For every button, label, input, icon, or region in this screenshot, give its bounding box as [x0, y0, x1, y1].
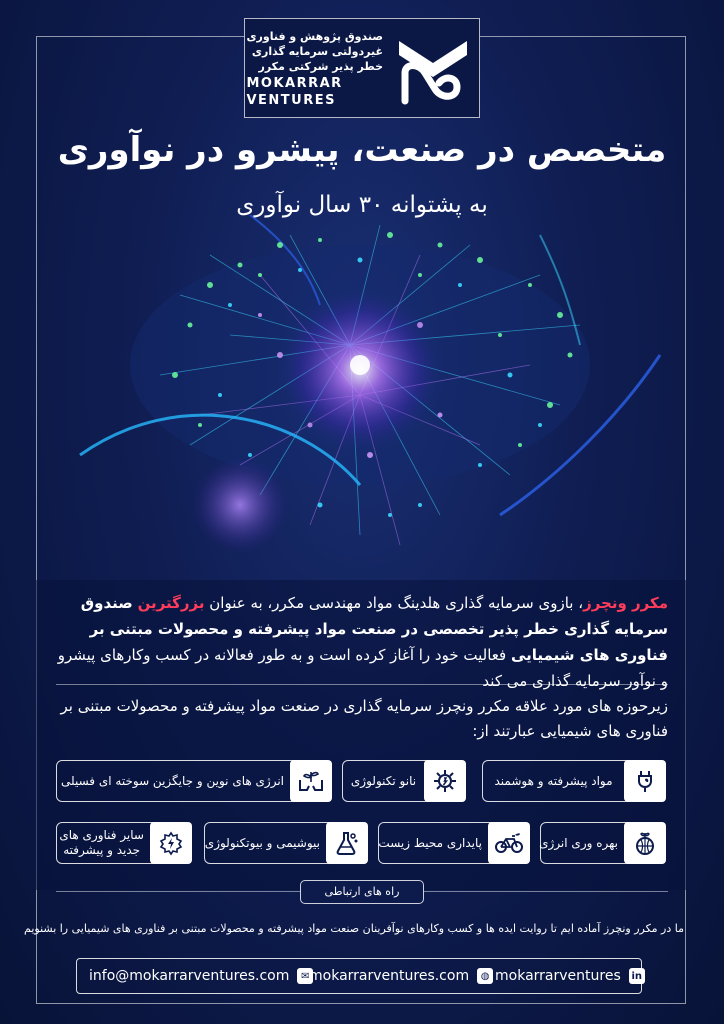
- domain-energy-efficiency: [540, 822, 666, 864]
- intro-part-2: صندوق سرمایه گذاری خطر پذیر تخصصی در صنعت مواد پیشرفته و محصولات مبتنی بر فناوری های شیمیایی: [80, 594, 668, 664]
- domain-sustainability: [378, 822, 530, 864]
- website-text[interactable]: mokarrarventures.com: [309, 968, 470, 984]
- plug-leaf-icon: [624, 760, 666, 802]
- page-subtitle: به پشتوانه ۳۰ سال نوآوری: [236, 192, 488, 218]
- domains-intro: زیرحوزه های مورد علاقه مکرر ونچرز سرمایه گذاری در صنعت مواد پیشرفته و محصولات مبتنی بر فناوری های شیمیایی عبارتند از:: [60, 697, 668, 740]
- intro-part-3: فعالیت خود را آغاز کرده است و به طور فعالانه در کسب وکارهای پیشرو و نوآور سرمایه گذاری می کند: [57, 646, 668, 690]
- domain-energy-efficiency-label: بهره وری انرژی: [539, 835, 618, 850]
- logo-box: [244, 18, 480, 118]
- linkedin-text[interactable]: mokarrarventures: [495, 968, 621, 984]
- linkedin-icon: in: [629, 968, 645, 984]
- logo-line-3: خطر پذیر شرکتی مکرر: [258, 60, 383, 73]
- domain-smart-materials: [482, 760, 666, 802]
- contact-linkedin[interactable]: [495, 959, 645, 993]
- invite-text: ما در مکرر ونچرز آماده ایم تا روایت ایده ها و کسب وکارهای نوآفرینان صنعت مواد پیشرفته و محصولات مبتنی بر فناوری های شیمیایی را بشنویم: [24, 922, 684, 935]
- mokarrar-logo-icon: [395, 33, 471, 107]
- domain-other-tech-label: [53, 828, 150, 858]
- flask-icon: [326, 822, 368, 864]
- domain-sustainability-label: پایداری محیط زیست: [378, 835, 482, 850]
- intro-brand: مکرر ونچرز: [583, 594, 668, 612]
- email-text[interactable]: info@mokarrarventures.com: [89, 968, 290, 984]
- domain-biochemistry-label: بیوشیمی و بیوتکنولوژی: [204, 835, 320, 850]
- contact-email[interactable]: [89, 959, 313, 993]
- domain-renewable-energy: [56, 760, 332, 802]
- logo-line-1: صندوق پژوهش و فناوری: [246, 30, 383, 43]
- contact-label: راه های ارتباطی: [300, 880, 424, 904]
- domain-smart-materials-label: مواد پیشرفته و هوشمند: [494, 773, 613, 788]
- globe-icon: ◍: [477, 968, 493, 984]
- domain-other-tech-line-2: جدید و پیشرفته: [63, 843, 141, 857]
- email-icon: ✉: [297, 968, 313, 984]
- globe-plant-icon: [624, 822, 666, 864]
- domain-nano: [342, 760, 466, 802]
- domain-other-tech-line-1: سایر فناوری های: [59, 828, 144, 842]
- logo-text: [246, 29, 383, 108]
- logo-en-line-2: VENTURES: [246, 93, 336, 108]
- sun-gear-icon: [424, 760, 466, 802]
- domain-other-tech: [56, 822, 192, 864]
- hands-plant-icon: [290, 760, 332, 802]
- intro-paragraph: [56, 590, 668, 694]
- logo-line-2: غیردولتی سرمایه گذاری: [251, 45, 383, 58]
- bicycle-icon: [488, 822, 530, 864]
- contact-website[interactable]: [309, 959, 493, 993]
- section-divider: [56, 684, 668, 685]
- gear-lightning-icon: [150, 822, 192, 864]
- logo-en-line-1: MOKARRAR: [246, 76, 343, 91]
- intro-part-1: ، بازوی سرمایه گذاری هلدینگ مواد مهندسی مکرر، به عنوان: [209, 594, 584, 612]
- brain-network-illustration: [60, 215, 664, 585]
- page-title: متخصص در صنعت، پیشرو در نوآوری: [57, 130, 667, 170]
- domain-renewable-energy-label: انرژی های نوین و جایگزین سوخته ای فسیلی: [61, 773, 284, 788]
- contact-bar: [76, 958, 642, 994]
- domain-biochemistry: [204, 822, 368, 864]
- domain-nano-label: نانو تکنولوژی: [350, 773, 417, 788]
- intro-highlight: بزرگترین: [137, 594, 205, 612]
